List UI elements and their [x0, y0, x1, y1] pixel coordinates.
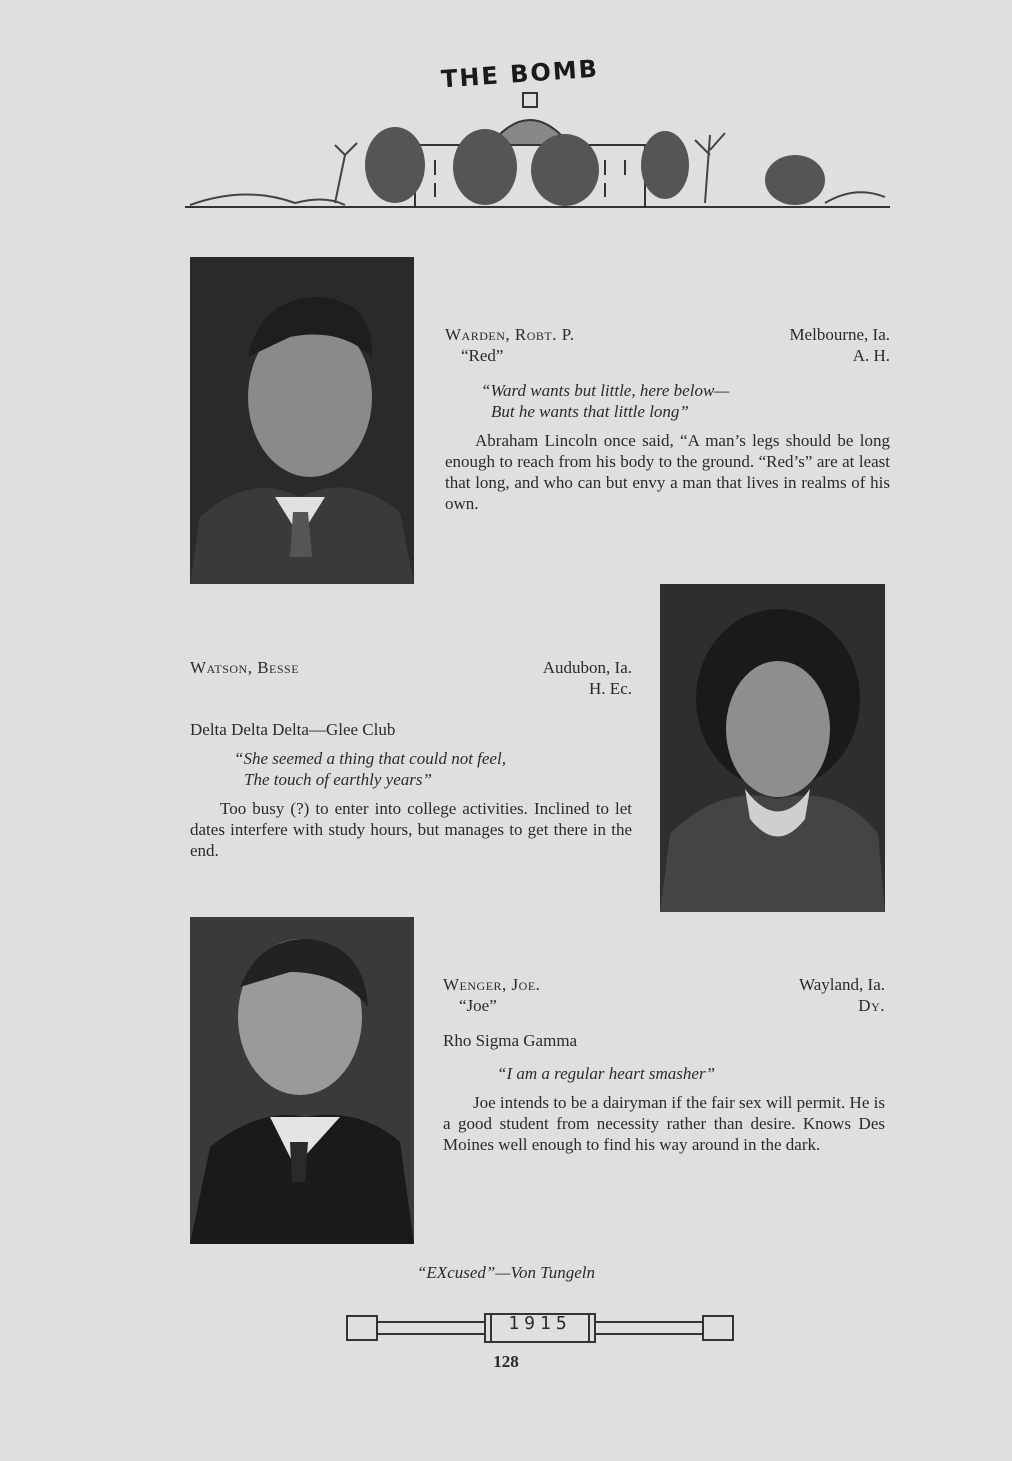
page-number: 128: [493, 1352, 519, 1371]
bio: Abraham Lincoln once said, “A man’s legs should be long enough to reach from his body to the ground. “Red’s” are at least that long, and who can but envy a man that lives in realms of his own.: [445, 431, 890, 513]
student-name: Watson, Besse: [190, 658, 300, 677]
organizations: Delta Delta Delta—Glee Club: [190, 720, 396, 739]
portrait-wenger: [190, 917, 414, 1244]
nickname: “Red”: [461, 346, 504, 365]
student-name: Warden, Robt. P.: [445, 325, 575, 344]
entry-watson: [190, 657, 632, 861]
entry-wenger: [443, 974, 885, 1155]
student-name: Wenger, Joe.: [443, 975, 541, 994]
campus-building-illustration: [185, 85, 890, 215]
year-banner: 1915: [508, 1313, 572, 1334]
quote-line: “She seemed a thing that could not feel,: [234, 749, 506, 768]
course: Dy.: [858, 996, 885, 1015]
hometown: Audubon, Ia.: [542, 658, 632, 677]
quote: [481, 380, 890, 422]
hometown: Melbourne, Ia.: [789, 325, 890, 344]
bio: Too busy (?) to enter into college activities. Inclined to let dates interfere with study hours, but manages to get there in the end.: [190, 799, 632, 860]
hometown: Wayland, Ia.: [799, 975, 885, 994]
portrait-watson: [660, 584, 885, 912]
organizations: Rho Sigma Gamma: [443, 1031, 578, 1050]
course: H. Ec.: [589, 679, 632, 698]
portrait-warden: [190, 257, 414, 584]
nickname: “Joe”: [459, 996, 497, 1015]
course: A. H.: [852, 346, 890, 365]
quote-line: “Ward wants but little, here below—: [481, 381, 730, 400]
quote-line: But he wants that little long”: [491, 402, 689, 421]
bio: Joe intends to be a dairyman if the fair sex will permit. He is a good student from necessity rather than desire. Knows Des Moines well enough to find his way around in the dark.: [443, 1093, 885, 1154]
quote-line: The touch of earthly years”: [244, 770, 432, 789]
entry-warden: [445, 324, 890, 514]
caption: “EXcused”—Von Tungeln: [416, 1263, 596, 1282]
header-title: THE BOMB: [440, 54, 600, 94]
quote: “I am a regular heart smasher”: [497, 1064, 716, 1083]
quote: [234, 748, 632, 790]
